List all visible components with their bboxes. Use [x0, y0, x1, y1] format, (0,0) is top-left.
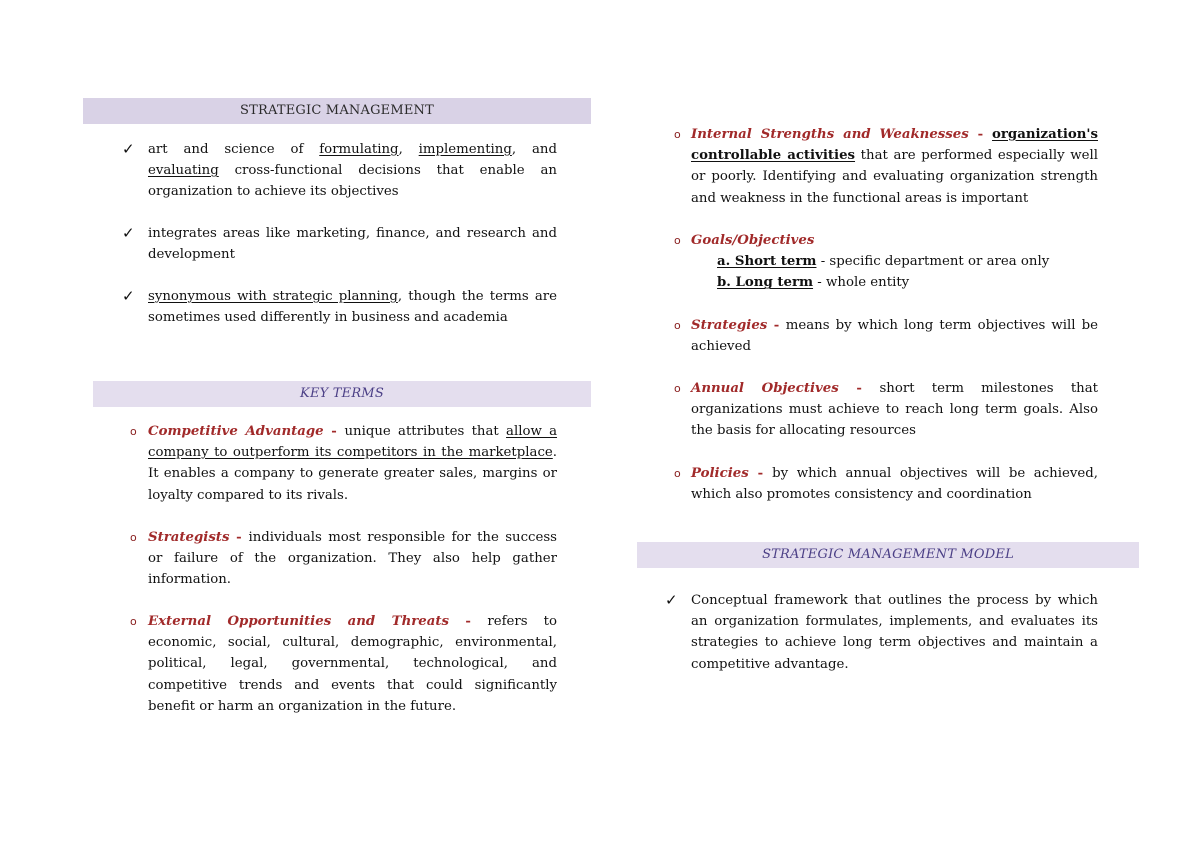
- term-strategies: Strategies - means by which long term objectives will be achieved: [691, 318, 1099, 355]
- hollow-circle-bullet-icon: o: [130, 615, 137, 628]
- checkmark-icon: ✓: [122, 287, 135, 305]
- term-internal-strengths: Internal Strengths and Weaknesses - organization's controllable activities that are performed especially well or poorly. Identifying and evaluating organization strength and weakness in the functional areas is important: [691, 127, 1098, 206]
- hollow-circle-bullet-icon: o: [674, 128, 681, 141]
- checkmark-icon: ✓: [665, 591, 678, 609]
- hollow-circle-bullet-icon: o: [130, 531, 137, 544]
- term-competitive-advantage: Competitive Advantage - unique attributes that allow a company to outperform its competitors in the marketplace. It enables a company to generate greater sales, margins or loyalty compared to its rivals.: [148, 424, 558, 503]
- hollow-circle-bullet-icon: o: [674, 234, 681, 247]
- model-definition-item: Conceptual framework that outlines the process by which an organization formulates, implements, and evaluates its strategies to achieve long term objectives and maintain a competitive advantage.: [691, 593, 1098, 672]
- term-external-opportunities: External Opportunities and Threats - refers to economic, social, cultural, demographic, environmental, political, legal, governmental, technological, and competitive trends and events that could significantly benefit or harm an organization in the future.: [148, 614, 557, 714]
- hollow-circle-bullet-icon: o: [674, 382, 681, 395]
- strategic-management-header: STRATEGIC MANAGEMENT: [83, 98, 591, 124]
- term-policies: Policies - by which annual objectives will be achieved, which also promotes consistency and coordination: [691, 466, 1098, 503]
- checkmark-icon: ✓: [122, 224, 135, 242]
- term-goals-objectives: Goals/Objectives a. Short term - specific department or area only b. Long term - whole entity: [691, 233, 1050, 291]
- hollow-circle-bullet-icon: o: [674, 467, 681, 480]
- definition-item: art and science of formulating, implementing, and evaluating cross-functional decisions that enable an organization to achieve its objectives: [148, 142, 557, 200]
- synonymous-item: synonymous with strategic planning, though the terms are sometimes used differently in business and academia: [148, 289, 557, 326]
- key-terms-header: KEY TERMS: [93, 381, 591, 407]
- integrates-item: integrates areas like marketing, finance, and research and development: [148, 226, 557, 263]
- checkmark-icon: ✓: [122, 140, 135, 158]
- term-strategists: Strategists - individuals most responsible for the success or failure of the organization. They also help gather information.: [148, 530, 557, 588]
- hollow-circle-bullet-icon: o: [674, 319, 681, 332]
- hollow-circle-bullet-icon: o: [130, 425, 137, 438]
- term-annual-objectives: Annual Objectives - short term milestones that organizations must achieve to reach long term goals. Also the basis for allocating resources: [691, 381, 1098, 439]
- strategic-management-model-header: STRATEGIC MANAGEMENT MODEL: [637, 542, 1139, 568]
